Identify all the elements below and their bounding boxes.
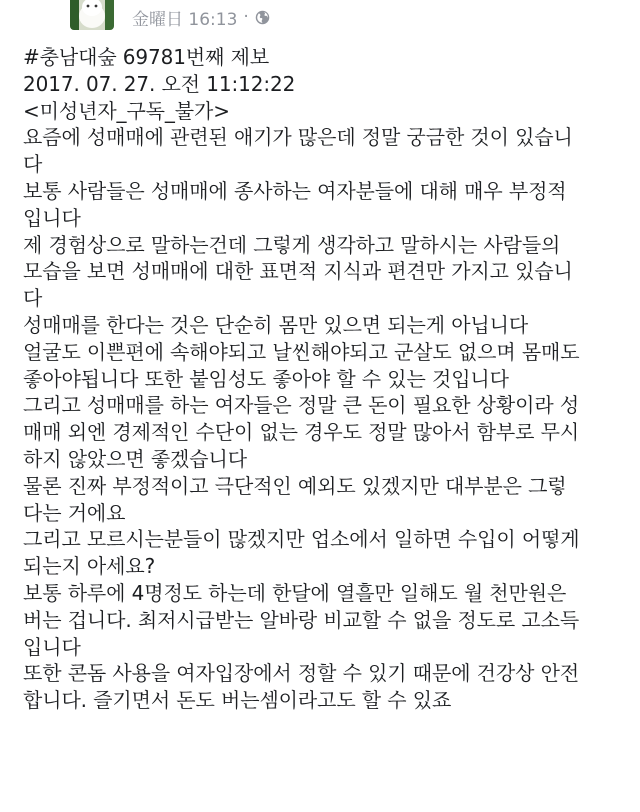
post-header bbox=[0, 0, 640, 36]
post-line: 모습을 보면 성매매에 대한 표면적 지식과 편견만 가지고 있습니 bbox=[23, 259, 573, 284]
post-line: 또한 콘돔 사용을 여자입장에서 정할 수 있기 때문에 건강상 안전 bbox=[23, 661, 580, 686]
post-line: 요즘에 성매매에 관련된 애기가 많은데 정말 궁금한 것이 있습니 bbox=[23, 125, 573, 150]
post-line: 입니다 bbox=[23, 634, 81, 659]
post-line: 그리고 모르시는분들이 많겠지만 업소에서 일하면 수입이 어떻게 bbox=[23, 527, 580, 552]
post-line: 합니다. 즐기면서 돈도 버는셈이라고도 할 수 있죠 bbox=[23, 688, 452, 713]
post-line: 하지 않았으면 좋겠습니다 bbox=[23, 446, 247, 471]
post-line: 물론 진짜 부정적이고 극단적인 예외도 있겠지만 대부분은 그렇 bbox=[23, 473, 567, 498]
post-line: 다 bbox=[23, 286, 43, 311]
post-line: 좋아야됩니다 또한 붙임성도 좋아야 할 수 있는 것입니다 bbox=[23, 366, 509, 391]
post-body bbox=[23, 44, 635, 714]
post-line: 얼굴도 이쁜편에 속해야되고 날씬해야되고 군살도 없으며 몸매도 bbox=[23, 339, 580, 364]
post-line: 매매 외엔 경제적인 수단이 없는 경우도 정말 많아서 함부로 무시 bbox=[23, 420, 580, 445]
post-line: <미성년자_구독_불가> bbox=[23, 98, 230, 123]
post-date[interactable]: 金曜日 16:13 bbox=[132, 9, 238, 30]
post-line: 다는 거에요 bbox=[23, 500, 126, 525]
post-line: 입니다 bbox=[23, 205, 81, 230]
post-line: 성매매를 한다는 것은 단순히 몸만 있으면 되는게 아닙니다 bbox=[23, 312, 529, 337]
post-line: 2017. 07. 27. 오전 11:12:22 bbox=[23, 71, 296, 96]
post-line: 버는 겁니다. 최저시급받는 알바랑 비교할 수 없을 정도로 고소득 bbox=[23, 607, 580, 632]
post-line: 그리고 성매매를 하는 여자들은 정말 큰 돈이 필요한 상황이라 성 bbox=[23, 393, 580, 418]
post-line: 다 bbox=[23, 152, 43, 177]
post-line: 보통 사람들은 성매매에 종사하는 여자분들에 대해 매우 부정적 bbox=[23, 178, 567, 203]
post-meta bbox=[132, 6, 270, 28]
globe-icon[interactable] bbox=[255, 10, 270, 25]
post-line: 제 경험상으로 말하는건데 그렇게 생각하고 말하시는 사람들의 bbox=[23, 232, 561, 257]
post-line: 되는지 아세요? bbox=[23, 554, 156, 579]
post-hashtag-title[interactable]: #충남대숲 69781번째 제보 bbox=[23, 45, 270, 69]
avatar[interactable] bbox=[70, 0, 114, 30]
post-line: 보통 하루에 4명정도 하는데 한달에 열흘만 일해도 월 천만원은 bbox=[23, 580, 567, 605]
meta-separator: · bbox=[243, 7, 249, 27]
